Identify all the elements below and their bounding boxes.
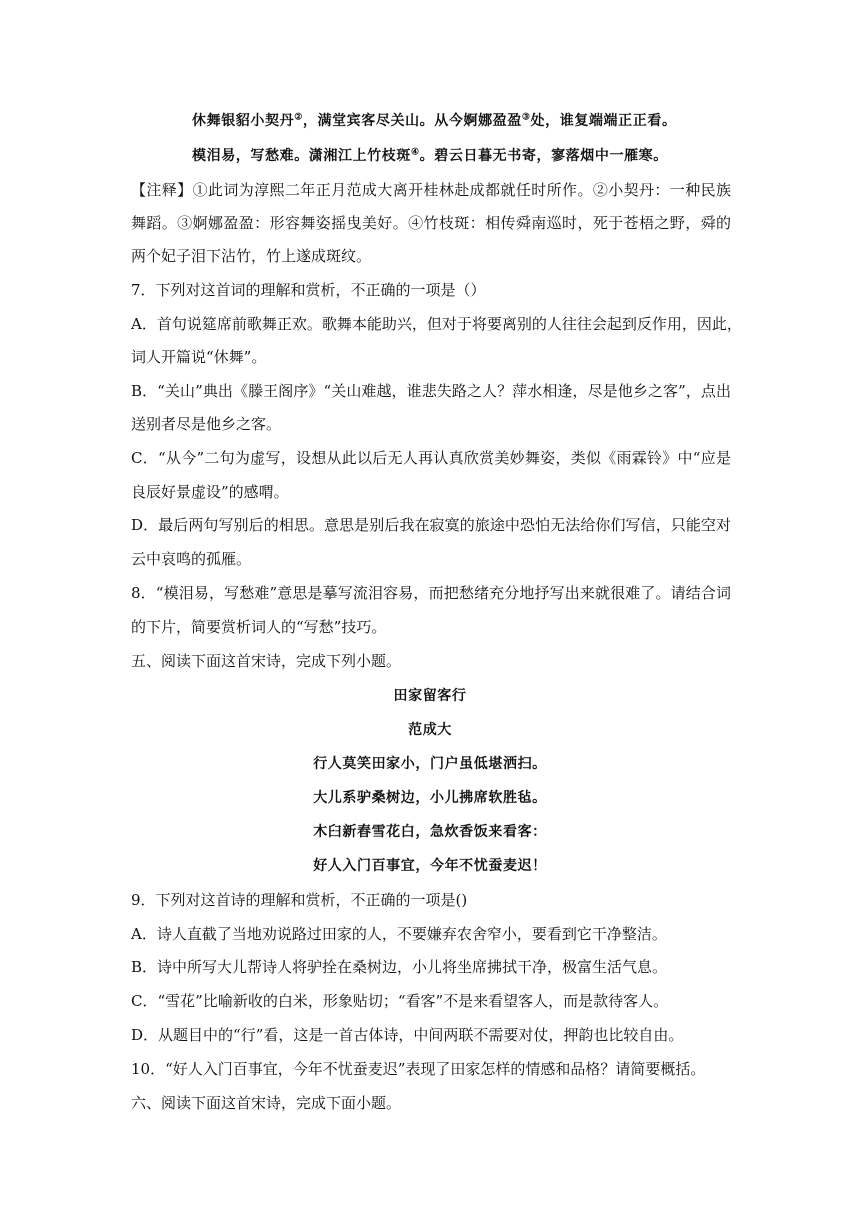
ci-line-2-text-a: 模泪易，写愁难。潇湘江上竹枝斑 (192, 148, 411, 164)
q9-option-b: B．诗中所写大儿帮诗人将驴拴在桑树边，小儿将坐席拂拭干净，极富生活气息。 (131, 958, 668, 976)
q7-option-a-line-2: 词人开篇说“休舞”。 (131, 348, 267, 366)
q7-option-c-line-1: C．“从今”二句为虚写，设想从此以后无人再认真欣赏美妙舞姿，类似《雨霖铃》中“应是 (131, 449, 731, 467)
poem-line-1: 行人莫笑田家小，门户虽低堪洒扫。 (313, 756, 547, 772)
ci-line-1-text-a: 休舞银貂小契丹 (192, 113, 295, 129)
q10-stem: 10．“好人入门百事宜，今年不忧蚕麦迟”表现了田家怎样的情感和品格？请简要概括。 (131, 1060, 706, 1078)
ci-line-1-text-c: 处，谁复端端正正看。 (530, 113, 677, 129)
poem-title: 田家留客行 (393, 688, 467, 704)
notes-line-3: 两个妃子泪下沾竹，竹上遂成斑纹。 (131, 247, 372, 265)
q9-option-c: C．“雪花”比喻新收的白米，形象贴切；“看客”不是来看望客人，而是款待客人。 (131, 992, 669, 1010)
ci-line-2 (192, 146, 752, 166)
ci-line-2-text-b: 。碧云日暮无书寄，寥落烟中一雁寒。 (419, 148, 668, 164)
poem-line-4: 好人入门百事宜，今年不忧蚕麦迟！ (313, 858, 547, 874)
poem-line-2: 大儿系驴桑树边，小儿拂席软胜毡。 (313, 790, 547, 806)
notes-line-1: 【注释】①此词为淳熙二年正月范成大离开桂林赴成都就任时所作。②小契丹：一种民族 (131, 181, 731, 199)
footnote-marker-2: ② (294, 112, 303, 123)
section-6-heading: 六、阅读下面这首宋诗，完成下面小题。 (131, 1094, 402, 1112)
q7-option-d-line-1: D．最后两句写别后的相思。意思是别后我在寂寞的旅途中恐怕无法给你们写信，只能空对 (131, 516, 731, 534)
q8-line-2: 的下片，简要赏析词人的“写愁”技巧。 (131, 618, 387, 636)
q7-option-c-line-2: 良辰好景虚设”的感喟。 (131, 483, 289, 501)
footnote-marker-4: ④ (411, 147, 420, 158)
q9-stem: 9．下列对这首诗的理解和赏析，不正确的一项是() (131, 891, 468, 909)
footnote-marker-3: ③ (521, 112, 531, 123)
q7-option-a-line-1: A．首句说筵席前歌舞正欢。歌舞本能助兴，但对于将要离别的人往往会起到反作用，因此， (131, 315, 742, 333)
q7-stem: 7．下列对这首词的理解和赏析，不正确的一项是（） (131, 281, 486, 299)
q9-option-a: A．诗人直截了当地劝说路过田家的人，不要嫌弃农舍窄小，要看到它干净整洁。 (131, 925, 667, 943)
q7-option-d-line-2: 云中哀鸣的孤雁。 (131, 550, 252, 568)
notes-line-2: 舞蹈。③婀娜盈盈：形容舞姿摇曳美好。④竹枝斑：相传舜南巡时，死于苍梧之野，舜的 (131, 214, 731, 232)
q8-line-1: 8．“模泪易，写愁难”意思是摹写流泪容易，而把愁绪充分地抒写出来就很难了。请结合词 (131, 584, 731, 602)
poem-line-3: 木臼新舂雪花白，急炊香饭来看客： (313, 824, 547, 840)
ci-line-1 (192, 111, 752, 131)
q7-option-b-line-1: B．“关山”典出《滕王阁序》“关山难越，谁悲失路之人？萍水相逢，尽是他乡之客”，点出 (131, 382, 731, 400)
ci-line-1-text-b: ，满堂宾客尽关山。从今婀娜盈盈 (302, 113, 522, 129)
section-5-heading: 五、阅读下面这首宋诗，完成下列小题。 (131, 652, 402, 670)
poem-author: 范成大 (408, 722, 452, 738)
q7-option-b-line-2: 送别者尽是他乡之客。 (131, 415, 282, 433)
q9-option-d: D．从题目中的“行”看，这是一首古体诗，中间两联不需要对仗，押韵也比较自由。 (131, 1026, 684, 1044)
